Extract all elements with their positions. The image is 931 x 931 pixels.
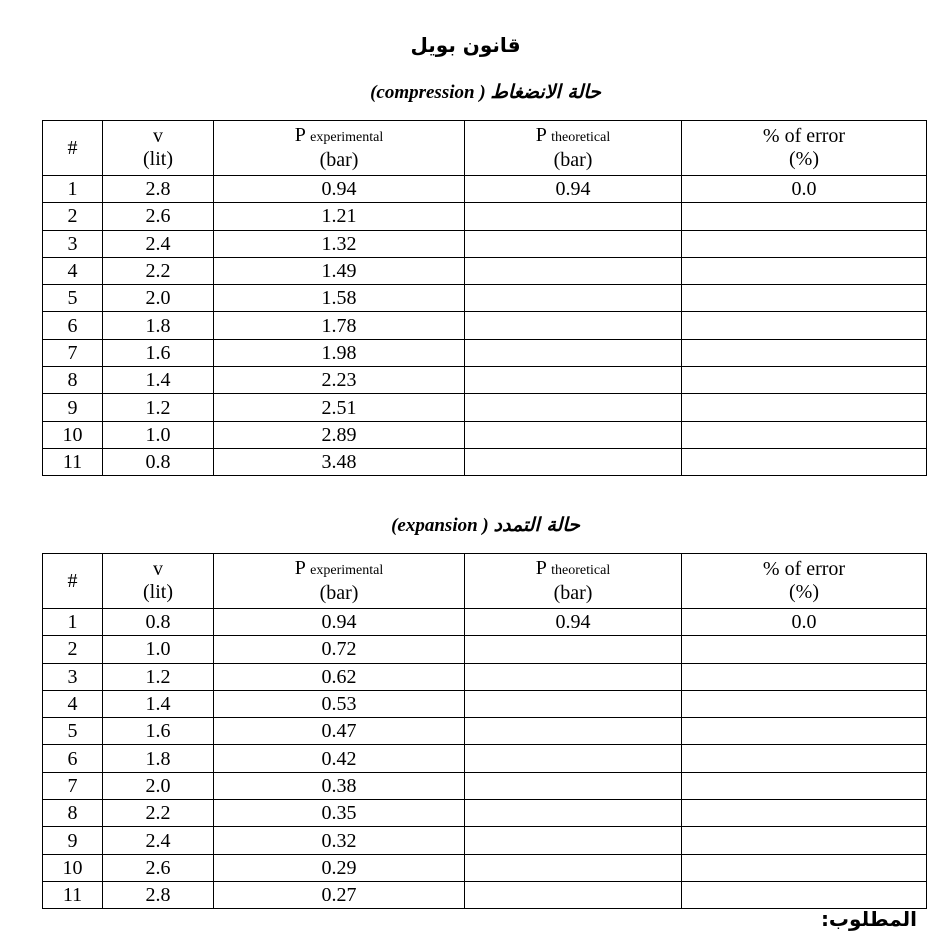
cell-p-theoretical — [465, 257, 682, 284]
cell-p-experimental: 1.32 — [214, 230, 465, 257]
required-label: المطلوب: — [820, 907, 917, 931]
cell-error — [682, 448, 927, 475]
cell-p-experimental: 0.94 — [214, 176, 465, 203]
cell-p-experimental: 0.53 — [214, 690, 465, 717]
cell-p-theoretical — [465, 745, 682, 772]
cell-p-experimental: 0.38 — [214, 772, 465, 799]
table-row — [43, 772, 927, 799]
cell-p-experimental: 0.94 — [214, 609, 465, 636]
cell-error — [682, 772, 927, 799]
cell-p-experimental: 2.89 — [214, 421, 465, 448]
table-row — [43, 827, 927, 854]
cell-p-experimental: 0.72 — [214, 636, 465, 663]
table-row — [43, 176, 927, 203]
cell-p-theoretical — [465, 636, 682, 663]
col-number-header: # — [43, 554, 103, 609]
expansion-table-body — [43, 609, 927, 909]
col-number-header: # — [43, 121, 103, 176]
col-error-header: % of error (%) — [682, 121, 927, 176]
cell-number: 2 — [43, 636, 103, 663]
cell-number: 1 — [43, 609, 103, 636]
cell-p-experimental: 3.48 — [214, 448, 465, 475]
cell-number: 3 — [43, 663, 103, 690]
cell-error — [682, 230, 927, 257]
cell-volume: 2.2 — [103, 257, 214, 284]
cell-volume: 1.2 — [103, 663, 214, 690]
cell-number: 4 — [43, 690, 103, 717]
page-title: قانون بويل — [410, 33, 521, 57]
cell-number: 6 — [43, 312, 103, 339]
cell-p-theoretical — [465, 421, 682, 448]
expansion-header-row — [43, 554, 927, 609]
table-row — [43, 663, 927, 690]
cell-error — [682, 285, 927, 312]
col-volume-header: v (lit) — [103, 121, 214, 176]
cell-error — [682, 690, 927, 717]
cell-p-theoretical — [465, 881, 682, 908]
cell-number: 8 — [43, 800, 103, 827]
cell-error — [682, 827, 927, 854]
table-row — [43, 257, 927, 284]
table-row — [43, 609, 927, 636]
cell-error — [682, 339, 927, 366]
cell-error — [682, 367, 927, 394]
cell-number: 1 — [43, 176, 103, 203]
cell-number: 6 — [43, 745, 103, 772]
table-row — [43, 367, 927, 394]
cell-p-experimental: 0.42 — [214, 745, 465, 772]
cell-number: 10 — [43, 854, 103, 881]
cell-p-theoretical — [465, 827, 682, 854]
cell-volume: 1.8 — [103, 312, 214, 339]
cell-number: 8 — [43, 367, 103, 394]
expansion-title — [0, 512, 931, 539]
table-row — [43, 203, 927, 230]
cell-number: 4 — [43, 257, 103, 284]
cell-error — [682, 854, 927, 881]
cell-volume: 2.8 — [103, 881, 214, 908]
cell-volume: 1.6 — [103, 339, 214, 366]
cell-p-theoretical — [465, 203, 682, 230]
cell-p-theoretical — [465, 800, 682, 827]
cell-number: 5 — [43, 285, 103, 312]
cell-p-theoretical — [465, 285, 682, 312]
cell-volume: 2.8 — [103, 176, 214, 203]
table-row — [43, 718, 927, 745]
cell-error — [682, 881, 927, 908]
compression-table-body — [43, 176, 927, 476]
table-row — [43, 881, 927, 908]
cell-p-theoretical — [465, 394, 682, 421]
cell-p-theoretical — [465, 854, 682, 881]
expansion-title-en: (expansion ) — [391, 515, 489, 536]
cell-p-experimental: 0.35 — [214, 800, 465, 827]
cell-p-experimental: 1.78 — [214, 312, 465, 339]
cell-p-theoretical — [465, 690, 682, 717]
table-row — [43, 690, 927, 717]
cell-volume: 1.6 — [103, 718, 214, 745]
cell-p-experimental: 0.27 — [214, 881, 465, 908]
cell-error: 0.0 — [682, 176, 927, 203]
cell-p-theoretical — [465, 718, 682, 745]
cell-number: 11 — [43, 881, 103, 908]
table-row — [43, 421, 927, 448]
cell-volume: 2.6 — [103, 203, 214, 230]
cell-volume: 1.4 — [103, 690, 214, 717]
cell-p-theoretical — [465, 367, 682, 394]
cell-p-experimental: 0.32 — [214, 827, 465, 854]
table-row — [43, 636, 927, 663]
cell-p-theoretical — [465, 448, 682, 475]
cell-volume: 0.8 — [103, 448, 214, 475]
cell-volume: 0.8 — [103, 609, 214, 636]
compression-table — [42, 120, 927, 476]
cell-p-theoretical — [465, 230, 682, 257]
compression-title — [0, 79, 931, 106]
cell-volume: 2.4 — [103, 827, 214, 854]
cell-error — [682, 636, 927, 663]
cell-error — [682, 394, 927, 421]
cell-number: 7 — [43, 339, 103, 366]
cell-number: 3 — [43, 230, 103, 257]
cell-error — [682, 745, 927, 772]
cell-p-theoretical: 0.94 — [465, 176, 682, 203]
cell-p-experimental: 0.47 — [214, 718, 465, 745]
cell-error — [682, 257, 927, 284]
cell-p-experimental: 2.23 — [214, 367, 465, 394]
cell-volume: 2.0 — [103, 285, 214, 312]
compression-title-en: (compression ) — [370, 82, 486, 103]
col-p-experimental-header: P experimental (bar) — [214, 554, 465, 609]
cell-p-theoretical: 0.94 — [465, 609, 682, 636]
cell-volume: 1.2 — [103, 394, 214, 421]
compression-header-row — [43, 121, 927, 176]
cell-volume: 1.0 — [103, 636, 214, 663]
compression-title-ar: حالة الانضغاط — [490, 81, 601, 103]
cell-p-theoretical — [465, 772, 682, 799]
cell-error — [682, 203, 927, 230]
cell-p-experimental: 1.98 — [214, 339, 465, 366]
cell-volume: 2.4 — [103, 230, 214, 257]
cell-volume: 2.2 — [103, 800, 214, 827]
cell-volume: 1.4 — [103, 367, 214, 394]
table-row — [43, 285, 927, 312]
col-p-theoretical-header: P theoretical (bar) — [465, 554, 682, 609]
table-row — [43, 312, 927, 339]
cell-error: 0.0 — [682, 609, 927, 636]
col-p-experimental-header: P experimental (bar) — [214, 121, 465, 176]
cell-p-experimental: 2.51 — [214, 394, 465, 421]
cell-error — [682, 663, 927, 690]
col-volume-header: v (lit) — [103, 554, 214, 609]
cell-number: 10 — [43, 421, 103, 448]
cell-number: 7 — [43, 772, 103, 799]
cell-number: 11 — [43, 448, 103, 475]
expansion-table — [42, 553, 927, 909]
cell-volume: 2.0 — [103, 772, 214, 799]
cell-p-experimental: 0.62 — [214, 663, 465, 690]
table-row — [43, 854, 927, 881]
cell-p-theoretical — [465, 312, 682, 339]
cell-volume: 2.6 — [103, 854, 214, 881]
cell-error — [682, 312, 927, 339]
expansion-title-ar: حالة التمدد — [493, 514, 580, 536]
col-p-theoretical-header: P theoretical (bar) — [465, 121, 682, 176]
cell-p-experimental: 1.21 — [214, 203, 465, 230]
cell-number: 9 — [43, 827, 103, 854]
col-error-header: % of error (%) — [682, 554, 927, 609]
cell-error — [682, 421, 927, 448]
cell-p-theoretical — [465, 339, 682, 366]
table-row — [43, 339, 927, 366]
table-row — [43, 745, 927, 772]
table-row — [43, 230, 927, 257]
cell-error — [682, 800, 927, 827]
cell-p-experimental: 1.58 — [214, 285, 465, 312]
cell-volume: 1.0 — [103, 421, 214, 448]
table-row — [43, 448, 927, 475]
cell-number: 5 — [43, 718, 103, 745]
cell-p-experimental: 0.29 — [214, 854, 465, 881]
table-row — [43, 394, 927, 421]
cell-p-experimental: 1.49 — [214, 257, 465, 284]
cell-error — [682, 718, 927, 745]
cell-number: 2 — [43, 203, 103, 230]
cell-number: 9 — [43, 394, 103, 421]
cell-p-theoretical — [465, 663, 682, 690]
cell-volume: 1.8 — [103, 745, 214, 772]
table-row — [43, 800, 927, 827]
